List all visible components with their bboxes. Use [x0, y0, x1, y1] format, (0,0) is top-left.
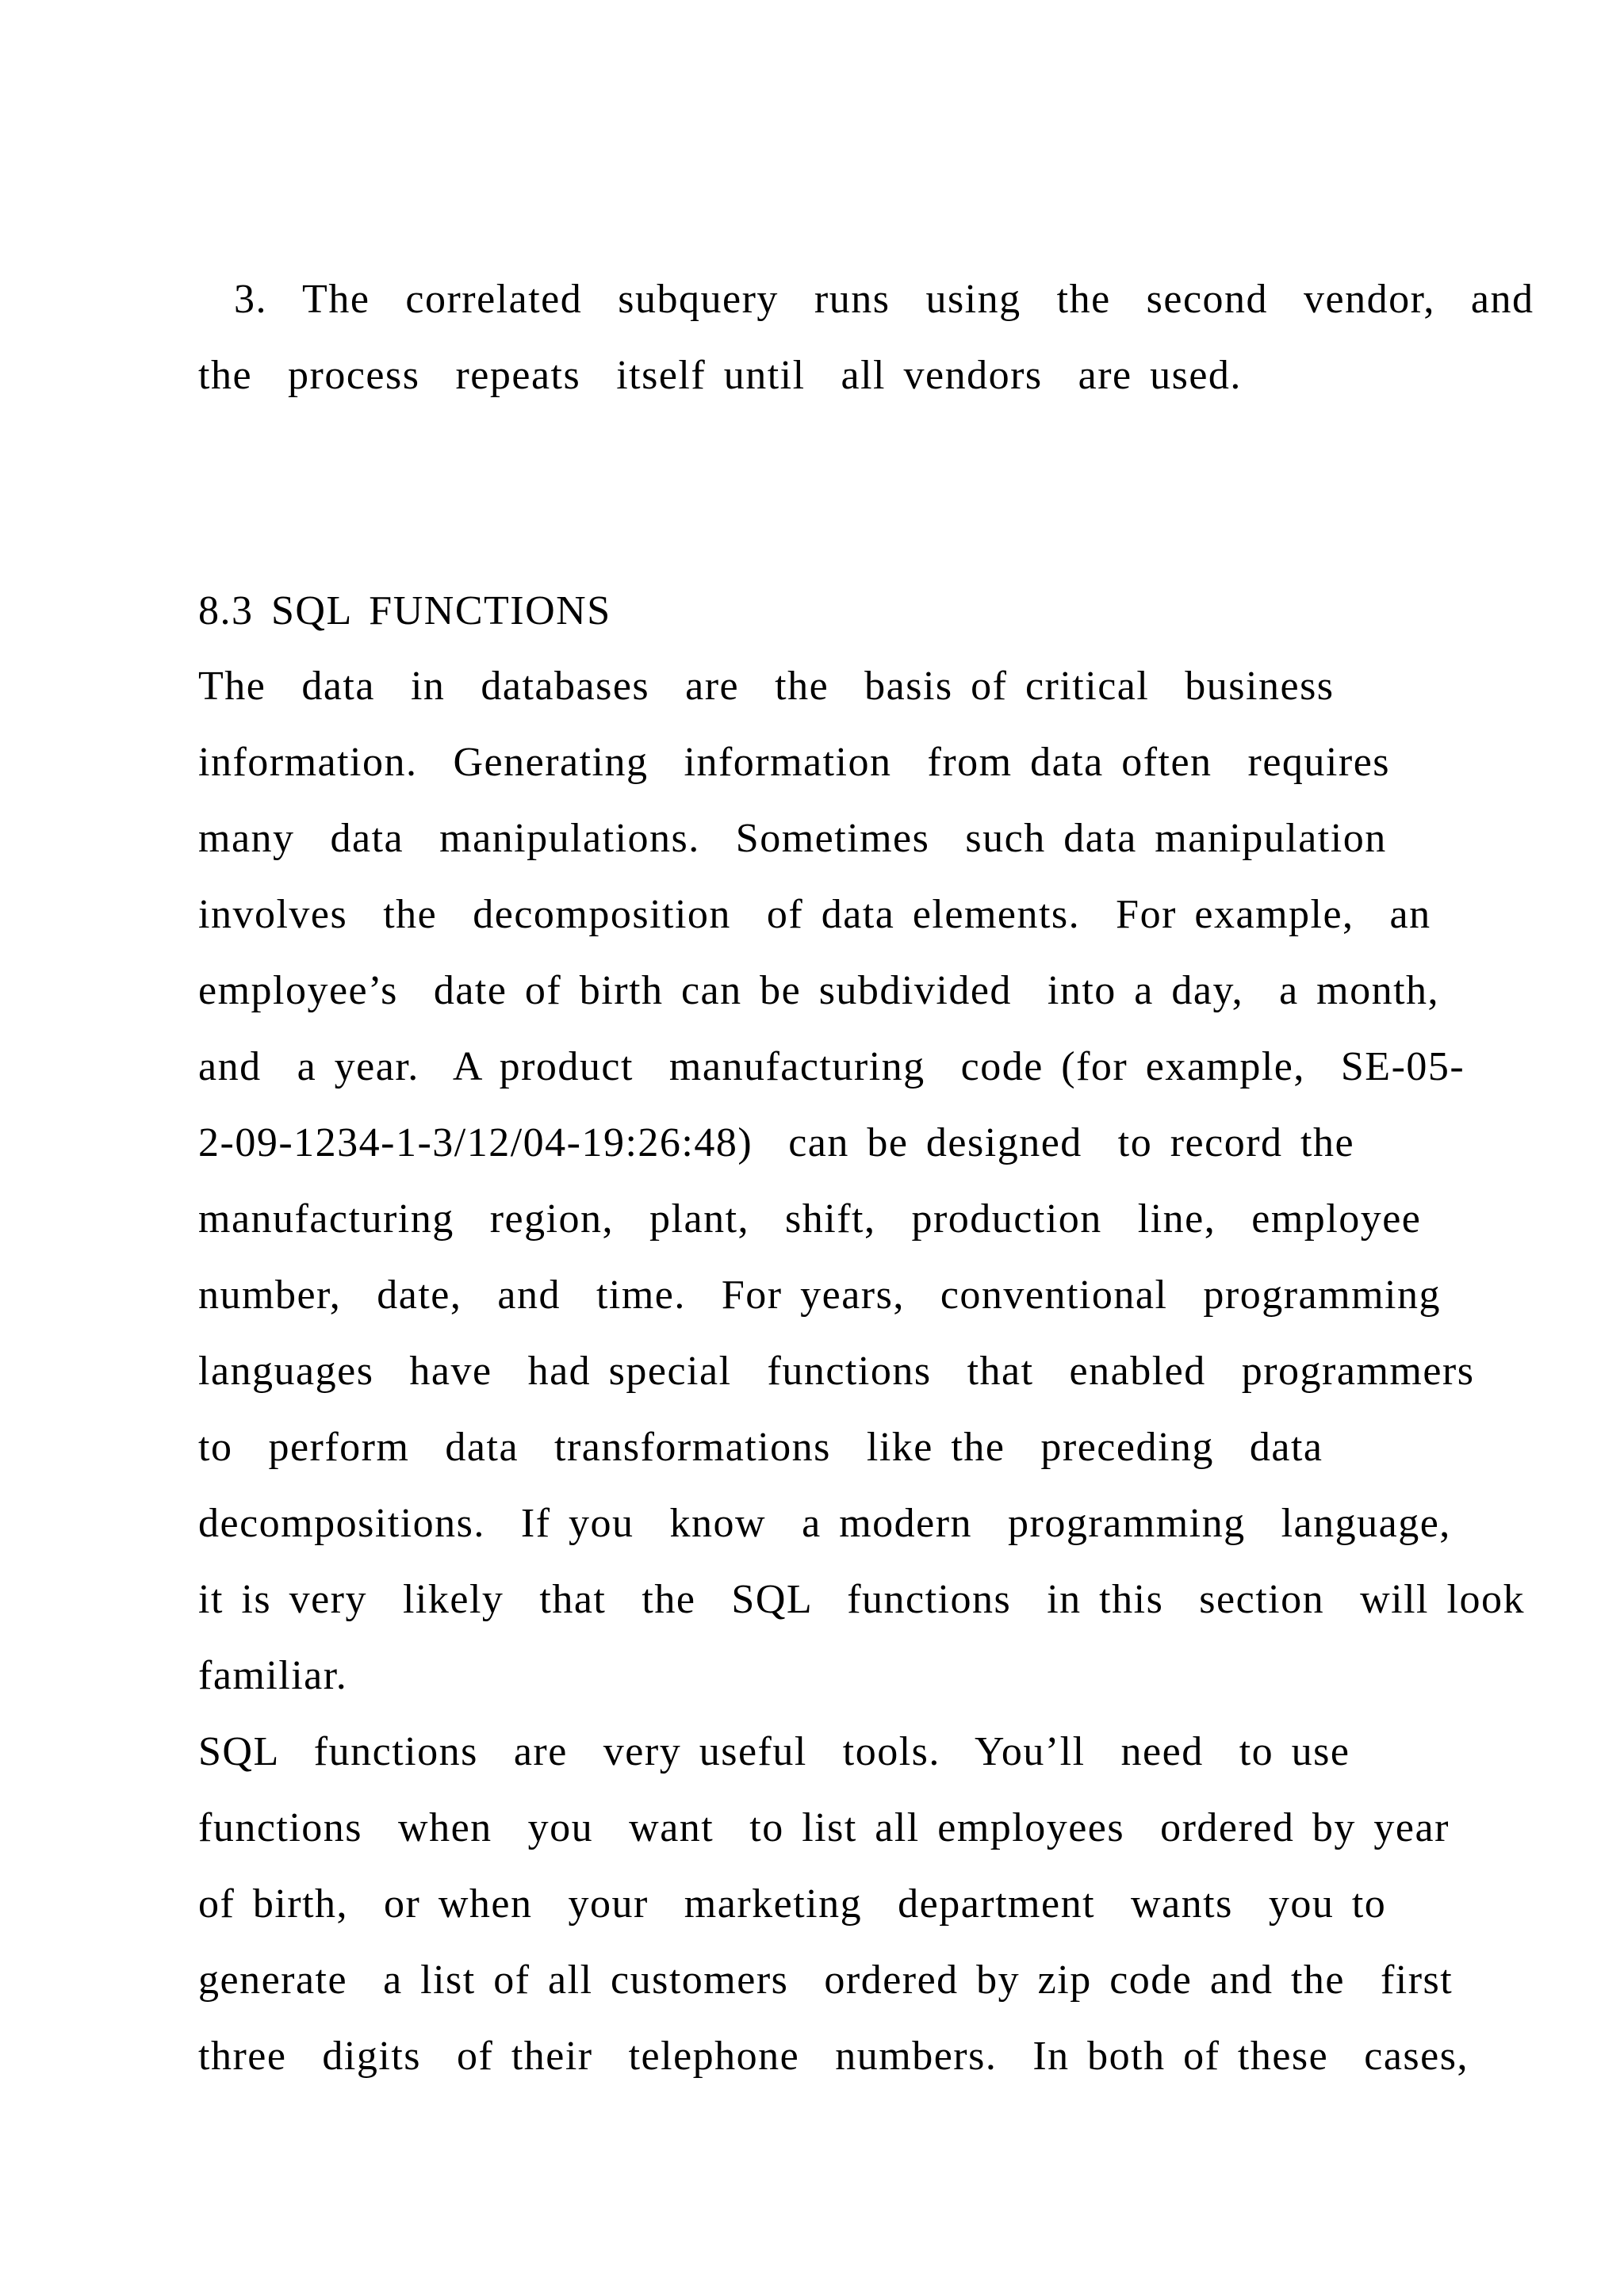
paragraph2-line-2: functions when you want to list all employees ordered by year	[198, 1805, 1450, 1850]
paragraph1-line-7: 2-09-1234-1-3/12/04-19:26:48) can be designed to record the	[198, 1120, 1355, 1165]
paragraph1-line-3: many data manipulations. Sometimes such data manipulation	[198, 816, 1387, 861]
paragraph1-line-4: involves the decomposition of data elements. For example, an	[198, 892, 1431, 937]
paragraph1-line-5: employee’s date of birth can be subdivided into a day, a month,	[198, 968, 1440, 1013]
paragraph1-line-10: languages have had special functions that enabled programmers	[198, 1349, 1475, 1394]
paragraph2-line-1: SQL functions are very useful tools. You’ll need to use	[198, 1729, 1350, 1774]
paragraph2-line-4: generate a list of all customers ordered by zip code and the first	[198, 1957, 1454, 2003]
paragraph1-line-8: manufacturing region, plant, shift, production line, employee	[198, 1196, 1422, 1242]
paragraph1-line-2: information. Generating information from data often requires	[198, 740, 1391, 785]
paragraph1-line-11: to perform data transformations like the preceding data	[198, 1425, 1323, 1470]
intro-line-1: 3. The correlated subquery runs using the second vendor, and	[198, 277, 1534, 322]
paragraph1-line-14: familiar.	[198, 1653, 348, 1698]
paragraph2-line-3: of birth, or when your marketing department wants you to	[198, 1881, 1387, 1927]
paragraph2-line-5: three digits of their telephone numbers. In both of these cases,	[198, 2034, 1469, 2079]
paragraph1-line-9: number, date, and time. For years, conventional programming	[198, 1272, 1441, 1318]
paragraph1-line-6: and a year. A product manufacturing code (for example, SE-05-	[198, 1044, 1465, 1089]
paragraph1-line-13: it is very likely that the SQL functions in this section will look	[198, 1577, 1525, 1622]
section-heading: 8.3 SQL FUNCTIONS	[198, 588, 611, 633]
paragraph1-line-12: decompositions. If you know a modern programming language,	[198, 1501, 1451, 1546]
intro-line-2: the process repeats itself until all vendors are used.	[198, 353, 1242, 398]
paragraph1-line-1: The data in databases are the basis of critical business	[198, 664, 1335, 709]
